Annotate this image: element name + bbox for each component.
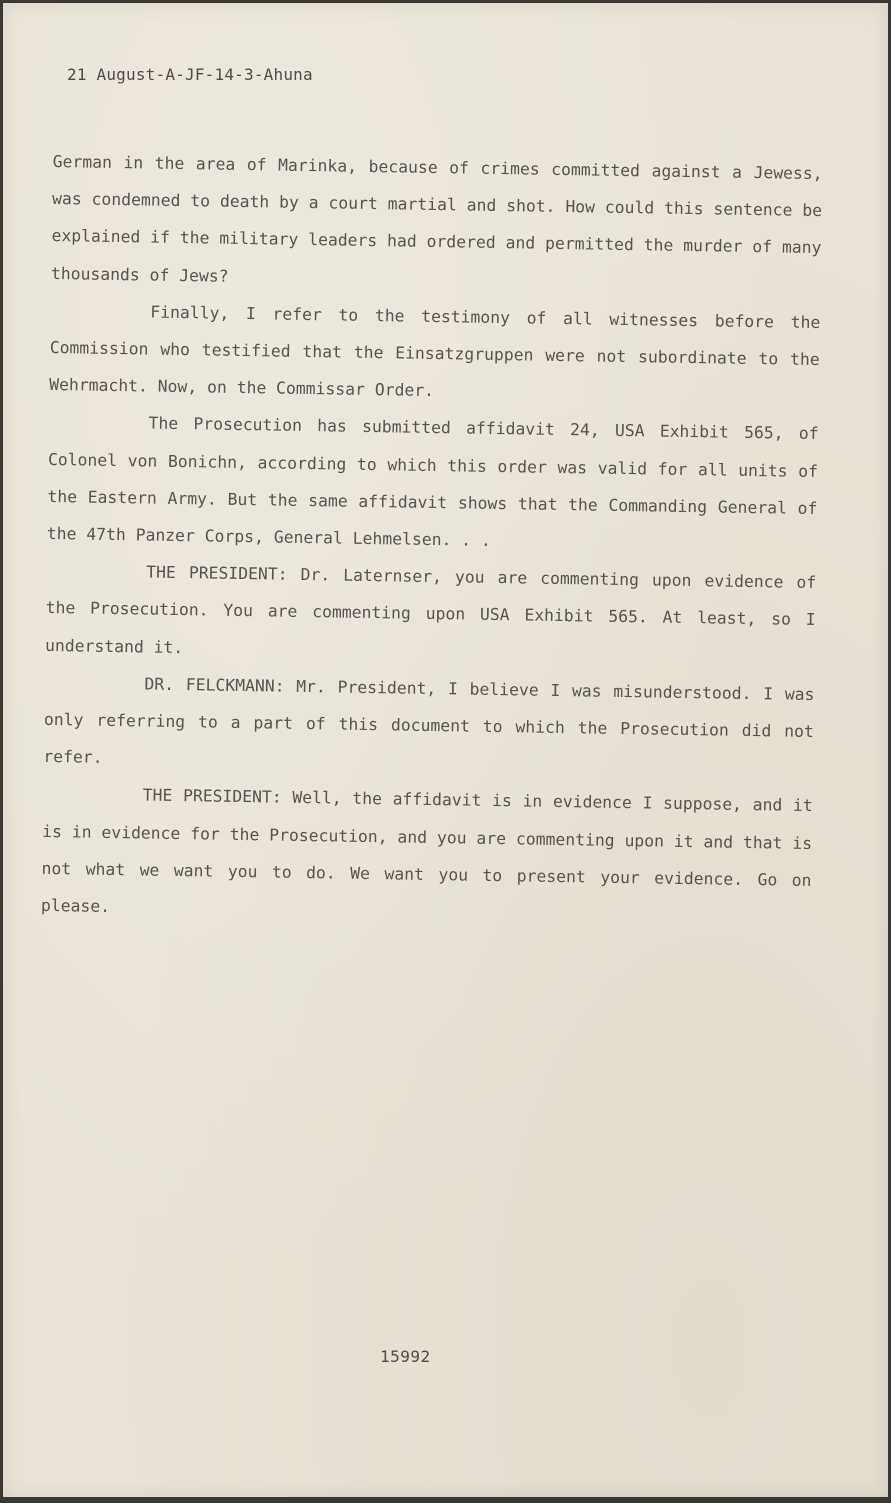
- page-reference-header: 21 August-A-JF-14-3-Ahuna: [67, 65, 313, 84]
- page-number: 15992: [380, 1347, 431, 1366]
- paragraph-5: DR. FELCKMANN: Mr. President, I believe I was misunderstood. I was only referring to a part of this document to which the Prosecution did not refer.: [43, 674, 815, 768]
- document-body: [41, 143, 823, 936]
- paragraph-1: German in the area of Marinka, because of crimes committed against a Jewess, was condemned to death by a court martial and shot. How could this sentence be explained if the military leaders had ordered and permitted the murder of many thousands of Jews?: [50, 151, 823, 286]
- paragraph-2: Finally, I refer to the testimony of all witnesses before the Commission who testified that the Einsatzgruppen were not subordinate to the Wehrmacht. Now, on the Commissar Order.: [49, 302, 821, 401]
- paragraph-4: THE PRESIDENT: Dr. Laternser, you are commenting upon evidence of the Prosecution. You are commenting upon USA Exhibit 565. At least, so I understand it.: [44, 562, 817, 657]
- document-page: [3, 3, 888, 1497]
- paragraph-3: The Prosecution has submitted affidavit 24, USA Exhibit 565, of Colonel von Bonichn, according to which this order was valid for all units of the Eastern Army. But the same affidavit shows that the Commanding General of the 47th Panzer Corps, General Lehmelsen. . .: [46, 413, 819, 550]
- paragraph-6: THE PRESIDENT: Well, the affidavit is in evidence I suppose, and it is in evidence for the Prosecution, and you are commenting upon it and that is not what we want you to do. We want you to present your evidence. Go on please.: [40, 785, 813, 917]
